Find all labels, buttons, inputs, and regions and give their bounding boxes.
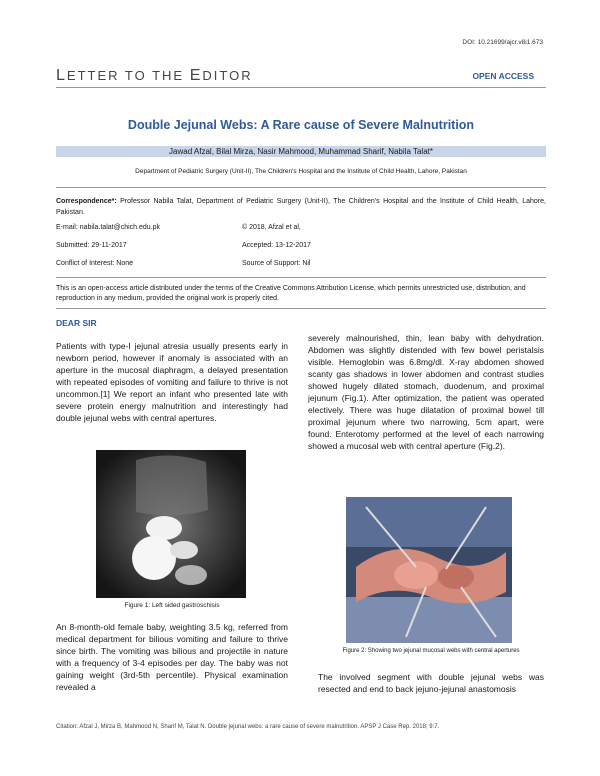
body-paragraph: An 8-month-old female baby, weighting 3.5 kg, referred from medical department for bilious vomiting and failure to thrive since birth. The vomiting was bilious and projectile in nature with a frequency of 3-4 episodes per day. The baby was not gaining weight (3rd-5th percentile). Physical examination revealed a — [56, 622, 288, 692]
xray-figure — [96, 450, 246, 598]
open-access-label: OPEN ACCESS — [472, 71, 534, 81]
body-paragraph: severely malnourished, thin, lean baby with dehydration. Abdomen was slightly distended with few bowel peristalsis visible. Hemoglobin was 6.8mg/dl. X-ray abdomen showed scanty gas shadows in lower abdomen and contrast studies showed hugely dilated stomach, duodenum, and proximal jejunum (Fig.1). After optimization, the patient was operated electively. There was huge dilatation of proximal bowel till proximal jejunum where two narrowing, 5cm apart, were found. Enterotomy performed at the level of each narrowing showed a mucosal web with central aperture (Fig.2). — [308, 333, 544, 451]
accepted-date: Accepted: 13-12-2017 — [242, 242, 311, 249]
salutation: DEAR SIR — [56, 318, 97, 328]
surgery-figure — [346, 497, 512, 643]
citation-footer: Citation: Afzal J, Mirza B, Mahmood N, Sharif M, Talat N. Double jejunal webs: a rare cause of severe malnutrition. APSP J Case Rep. 2018; 9:7. — [56, 724, 440, 730]
section-label: LETTER TO THE EDITOR — [56, 67, 253, 84]
email-text: E-mail: nabila.talat@chich.edu.pk — [56, 224, 160, 231]
article-title: Double Jejunal Webs: A Rare cause of Severe Malnutrition — [127, 118, 475, 132]
body-paragraph: Patients with type-I jejunal atresia usually presents early in newborn period, however if anomaly is associated with an aperture in the mucosal diaphragm, a delayed presentation with repeated episodes of vomiting and failure to thrive is not uncommon.[1] We report an infant who presented late with severe protein energy malnutrition and interestingly had double jejunal webs with central apertures. — [56, 341, 288, 423]
figure-2-caption: Figure 2: Showing two jejunal mucosal webs with central apertures — [342, 648, 520, 654]
divider — [56, 187, 546, 188]
author-list: Jawad Afzal, Bilal Mirza, Nasir Mahmood, Muhammad Sharif, Nabila Talat* — [56, 146, 546, 157]
conflict-text: Conflict of Interest: None — [56, 260, 134, 267]
affiliation: Department of Pediatric Surgery (Unit-II), The Children's Hospital and the Institute of Child Health, Lahore, Pakistan — [135, 168, 467, 175]
copyright-text: © 2018, Afzal et al, — [242, 224, 301, 231]
submitted-date: Submitted: 29-11-2017 — [56, 242, 127, 249]
doi-text: DOI: 10.21699/ajcr.v8i1.673 — [462, 39, 543, 46]
support-text: Source of Support: Nil — [242, 260, 311, 267]
license-text: This is an open-access article distributed under the terms of the Creative Commons Attribution License, which permits unrestricted use, distribution, and reproduction in any medium, provided the original work is properly cited. — [56, 285, 526, 302]
figure-1-caption: Figure 1: Left sided gastroschisis — [124, 602, 220, 609]
header-divider — [56, 87, 546, 88]
divider — [56, 277, 546, 278]
correspondence: Correspondence*: Professor Nabila Talat, Department of Pediatric Surgery (Unit-II), The Children's Hospital and the Institute of Child Health, Lahore, Pakistan. — [56, 198, 546, 216]
body-paragraph: The involved segment with double jejunal webs was resected and end to back jejuno-jejunal anastomosis — [318, 672, 544, 694]
divider — [56, 308, 546, 309]
